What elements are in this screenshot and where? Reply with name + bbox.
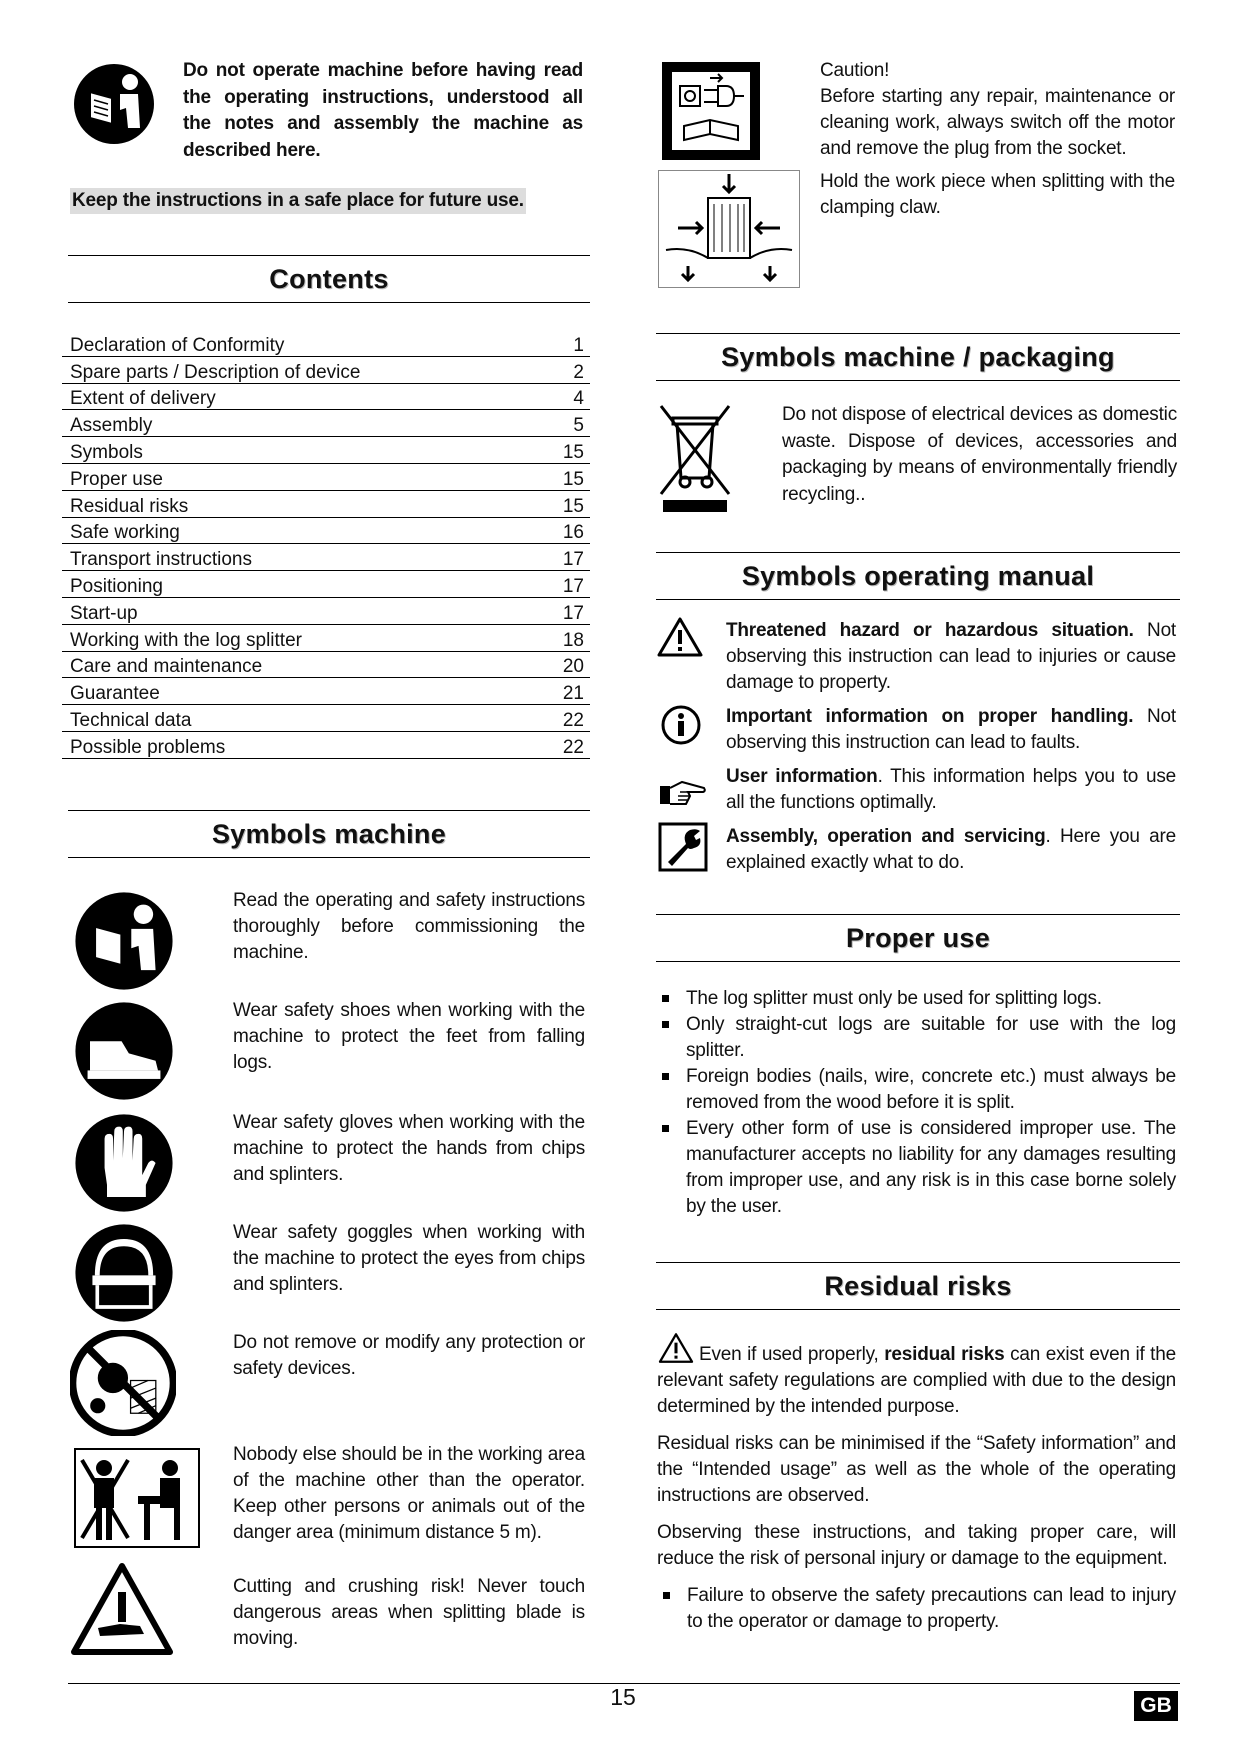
toc-page: 4 — [573, 388, 584, 410]
toc-label: Symbols — [70, 441, 143, 463]
toc-page: 15 — [562, 468, 584, 490]
residual-risks-heading: Residual risks — [656, 1262, 1180, 1310]
residual-p1-post: can exist even if the relevant safety regulations are complied with due to the design determined by the intended purpose. — [657, 1344, 1176, 1417]
keep-instructions-note: Keep the instructions in a safe place for future use. — [70, 188, 526, 214]
machine-symbol-text: Do not remove or modify any protection or safety devices. — [233, 1332, 585, 1379]
contents-heading: Contents — [68, 255, 590, 303]
residual-risks-body — [657, 1332, 1176, 1635]
keep-distance-icon — [74, 1448, 200, 1548]
toc-page: 18 — [562, 629, 584, 651]
clamping-claw-icon — [658, 170, 800, 288]
toc-label: Guarantee — [70, 683, 160, 705]
manual-symbol-text — [726, 764, 1176, 816]
safety-gloves-icon — [73, 1112, 175, 1214]
residual-risks-p1 — [657, 1332, 1176, 1420]
toc-label: Proper use — [70, 468, 163, 490]
manual-symbol-text — [726, 704, 1176, 756]
toc-page: 20 — [562, 656, 584, 678]
toc-row[interactable] — [62, 598, 590, 625]
toc-label: Extent of delivery — [70, 388, 216, 410]
toc-page: 22 — [562, 736, 584, 758]
toc-row[interactable] — [62, 384, 590, 411]
info-icon — [660, 704, 702, 746]
warning-triangle-icon — [657, 1332, 695, 1364]
read-manual-icon — [72, 62, 156, 146]
manual-symbol-text — [726, 824, 1176, 876]
toc-label: Start-up — [70, 602, 138, 624]
residual-risks-p2: Residual risks can be minimised if the “Safety information” and the “Intended usage” as well as the whole of the operating instructions are observed. — [657, 1433, 1176, 1506]
toc-page: 17 — [562, 549, 584, 571]
toc-row[interactable] — [62, 464, 590, 491]
read-manual-icon — [73, 890, 175, 992]
toc-label: Possible problems — [70, 736, 226, 758]
residual-p1-pre: Even if used properly, — [699, 1344, 885, 1365]
toc-page: 22 — [562, 709, 584, 731]
toc-row[interactable] — [62, 357, 590, 384]
manual-symbol-desc: Not observing this instruction can lead to faults. — [726, 706, 1176, 753]
machine-symbol-text: Nobody else should be in the working area of the machine other than the operator. Keep other persons or animals out of the danger area (minimum distance 5 m). — [233, 1444, 585, 1543]
toc-label: Safe working — [70, 522, 180, 544]
toc-page: 2 — [573, 361, 584, 383]
machine-symbol-text: Read the operating and safety instructions thoroughly before commissioning the machine. — [233, 890, 585, 963]
toc-label: Positioning — [70, 575, 163, 597]
residual-p1-bold: residual risks — [884, 1344, 1005, 1365]
proper-use-bullet: Foreign bodies (nails, wire, concrete etc.) must always be removed from the wood before it is split. — [656, 1064, 1176, 1116]
toc-label: Technical data — [70, 709, 192, 731]
manual-symbol-bold: Assembly, operation and servicing — [726, 826, 1046, 847]
wrench-icon — [658, 822, 708, 872]
toc-page: 15 — [562, 495, 584, 517]
toc-page: 17 — [562, 602, 584, 624]
caution-block — [820, 58, 1175, 221]
no-remove-guard-icon — [70, 1330, 176, 1436]
toc-label: Declaration of Conformity — [70, 334, 285, 356]
safety-goggles-icon — [73, 1222, 175, 1324]
crushing-risk-icon — [70, 1562, 174, 1656]
machine-symbol-text: Cutting and crushing risk! Never touch dangerous areas when splitting blade is moving. — [233, 1576, 585, 1649]
machine-symbol-text: Wear safety gloves when working with the machine to protect the hands from chips and splinters. — [233, 1112, 585, 1185]
manual-symbol-desc: Not observing this instruction can lead to injuries or cause damage to property. — [726, 620, 1177, 693]
safety-shoes-icon — [73, 1000, 175, 1102]
unplug-before-maintenance-icon — [660, 60, 762, 162]
caution-text: Before starting any repair, maintenance or cleaning work, always switch off the motor and remove the plug from the socket. — [820, 86, 1175, 159]
toc-row[interactable] — [62, 491, 590, 518]
manual-symbol-bold: User information — [726, 766, 878, 787]
toc-row[interactable] — [62, 652, 590, 679]
toc-label: Spare parts / Description of device — [70, 361, 361, 383]
pointing-hand-icon — [656, 778, 708, 808]
toc-row[interactable] — [62, 625, 590, 652]
toc-label: Care and maintenance — [70, 656, 263, 678]
toc-page: 15 — [562, 441, 584, 463]
country-badge: GB — [1134, 1691, 1178, 1721]
hold-workpiece-text: Hold the work piece when splitting with the clamping claw. — [820, 171, 1175, 218]
toc-page: 1 — [573, 334, 584, 356]
toc-row[interactable] — [62, 410, 590, 437]
toc-page: 21 — [562, 683, 584, 705]
toc-page: 17 — [562, 575, 584, 597]
machine-symbol-text: Wear safety shoes when working with the machine to protect the feet from falling logs. — [233, 1000, 585, 1073]
toc-row[interactable] — [62, 518, 590, 545]
caution-title: Caution! — [820, 60, 890, 81]
warning-triangle-icon — [656, 616, 704, 658]
toc-row[interactable] — [62, 732, 590, 759]
manual-symbol-bold: Important information on proper handling. — [726, 706, 1134, 727]
proper-use-list — [656, 986, 1176, 1220]
toc-label: Working with the log splitter — [70, 629, 302, 651]
packaging-text: Do not dispose of electrical devices as domestic waste. Dispose of devices, accessories and packaging by means of environmentally friendly recycling.. — [782, 404, 1177, 505]
symbols-machine-heading: Symbols machine — [68, 810, 590, 858]
toc-row[interactable] — [62, 330, 590, 357]
toc-page: 16 — [562, 522, 584, 544]
manual-symbol-bold: Threatened hazard or hazardous situation. — [726, 620, 1134, 641]
page-number: 15 — [610, 1684, 636, 1710]
toc-row[interactable] — [62, 678, 590, 705]
proper-use-heading: Proper use — [656, 914, 1180, 962]
weee-recycling-icon — [655, 402, 735, 514]
manual-symbol-desc: . This information helps you to use all the functions optimally. — [726, 766, 1176, 813]
proper-use-bullet: Every other form of use is considered improper use. The manufacturer accepts no liability for any damages resulting from improper use, and any risk is in this case borne solely by the user. — [656, 1116, 1176, 1220]
machine-symbol-text: Wear safety goggles when working with the machine to protect the eyes from chips and splinters. — [233, 1222, 585, 1295]
toc-label: Residual risks — [70, 495, 189, 517]
residual-risks-bullet: Failure to observe the safety precautions can lead to injury to the operator or damage to property. — [657, 1583, 1176, 1635]
toc-label: Transport instructions — [70, 549, 252, 571]
toc-row[interactable] — [62, 571, 590, 598]
proper-use-bullet: Only straight-cut logs are suitable for use with the log splitter. — [656, 1012, 1176, 1064]
intro-warning: Do not operate machine before having read the operating instructions, understood all the notes and assembly the machine as described here. — [183, 60, 583, 161]
symbols-manual-heading: Symbols operating manual — [656, 552, 1180, 600]
table-of-contents — [62, 330, 590, 759]
toc-label: Assembly — [70, 415, 153, 437]
manual-symbol-text — [726, 618, 1176, 696]
manual-symbol-desc: . Here you are explained exactly what to do. — [726, 826, 1177, 873]
residual-risks-p3: Observing these instructions, and taking proper care, will reduce the risk of personal injury or damage to the equipment. — [657, 1522, 1176, 1569]
toc-row[interactable] — [62, 544, 590, 571]
symbols-packaging-heading: Symbols machine / packaging — [656, 333, 1180, 381]
toc-row[interactable] — [62, 437, 590, 464]
proper-use-bullet: The log splitter must only be used for splitting logs. — [656, 986, 1176, 1012]
toc-row[interactable] — [62, 705, 590, 732]
toc-page: 5 — [573, 415, 584, 437]
